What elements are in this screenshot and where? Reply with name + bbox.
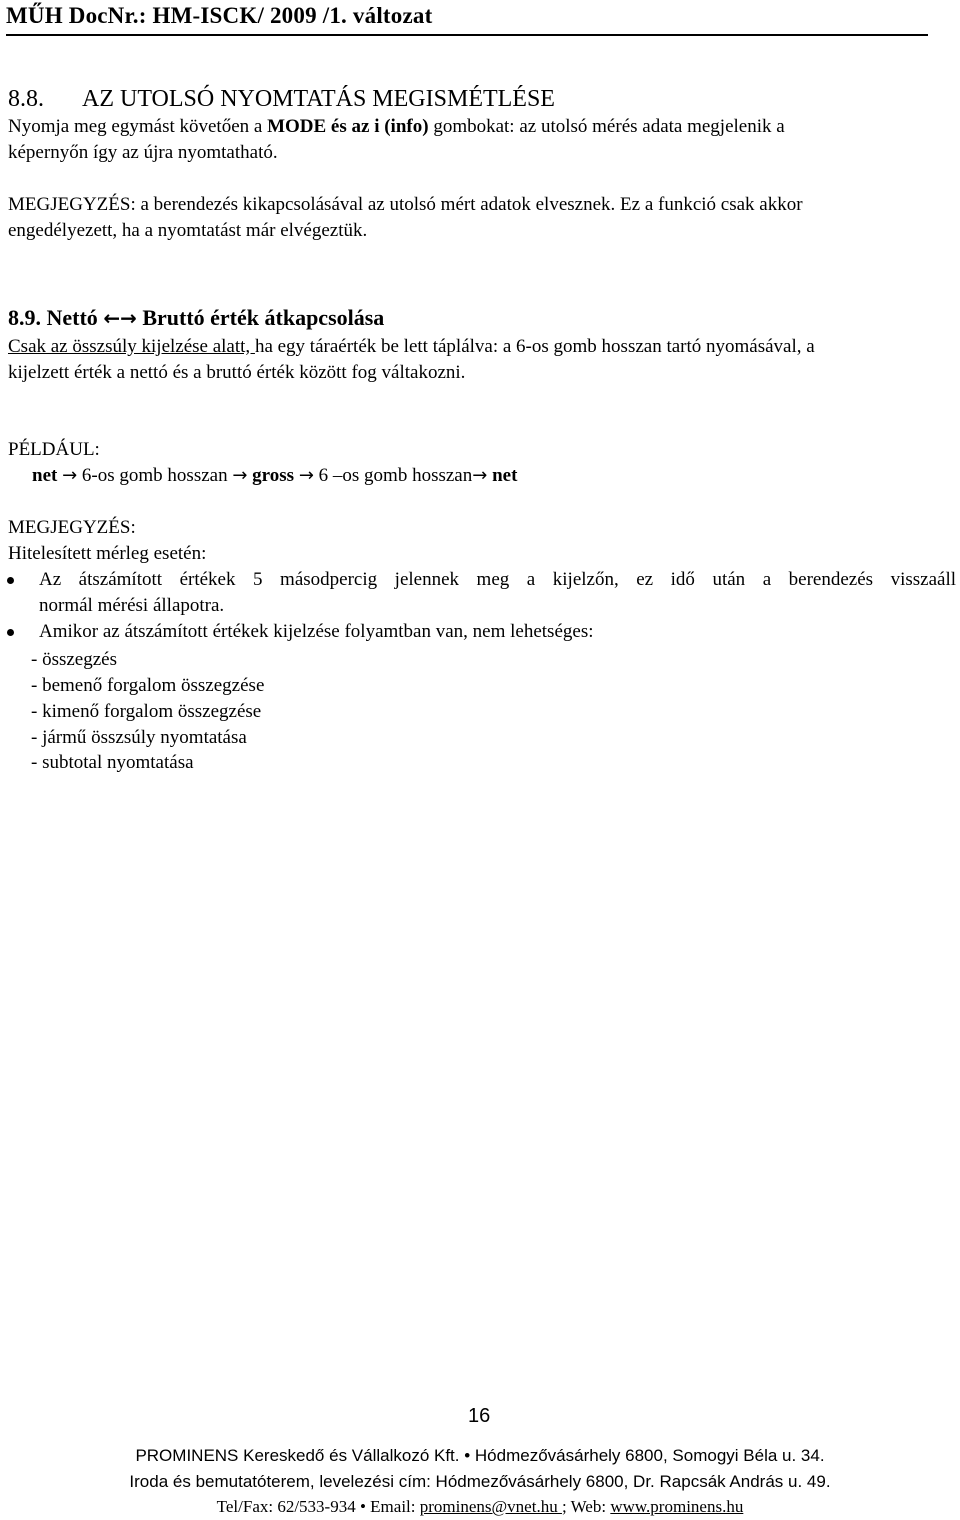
- right-arrow-icon: →: [298, 465, 314, 486]
- paragraph-line: kijelzett érték a nettó és a bruttó érték között fog váltakozni.: [8, 362, 466, 383]
- right-arrow-icon: →: [62, 465, 78, 486]
- page-number: 16: [468, 1405, 491, 1427]
- footer-office-line: Iroda és bemutatóterem, levelezési cím: Hódmezővásárhely 6800, Dr. Rapcsák András u. 49.: [129, 1472, 831, 1491]
- list-item: - összegzés: [31, 649, 117, 670]
- bullet-item-continuation: normál mérési állapotra.: [39, 595, 225, 616]
- section-8-9-heading: 8.9. Nettó ←→ Bruttó érték átkapcsolása: [8, 305, 385, 330]
- section-number: 8.9.: [8, 305, 41, 330]
- list-item: - kimenő forgalom összegzése: [31, 701, 262, 722]
- bidirectional-arrow-icon: ←→: [103, 306, 137, 330]
- example-label: PÉLDÁUL:: [8, 439, 100, 460]
- paragraph-line: engedélyezett, ha a nyomtatást már elvégeztük.: [8, 220, 368, 241]
- footer-contact-line: Tel/Fax: 62/533-934 • Email: prominens@vnet.hu ; Web: www.prominens.hu: [216, 1497, 744, 1516]
- paragraph-line: Csak az összsúly kijelzése alatt, ha egy táraérték be lett táplálva: a 6-os gomb hosszan tartó nyomásával, a: [8, 336, 815, 357]
- header-divider: [6, 34, 928, 36]
- bullet-item: Amikor az átszámított értékek kijelzése folyamtban van, nem lehetséges:: [39, 621, 594, 642]
- example-sequence: net → 6-os gomb hosszan → gross → 6 –os gomb hosszan→ net: [32, 465, 518, 486]
- email-link[interactable]: prominens@vnet.hu: [419, 1497, 562, 1516]
- bullet-item: Az átszámított értékek 5 másodpercig jelennek meg a kijelzőn, ez idő után a berendezés visszaáll: [39, 569, 956, 590]
- list-item: - bemenő forgalom összegzése: [31, 675, 265, 696]
- section-number: 8.8.: [8, 86, 44, 112]
- list-item: - jármű összsúly nyomtatása: [31, 727, 247, 748]
- right-arrow-icon: →: [472, 465, 488, 486]
- note-intro: Hitelesített mérleg esetén:: [8, 543, 207, 564]
- footer-company-line: PROMINENS Kereskedő és Vállalkozó Kft. • Hódmezővásárhely 6800, Somogyi Béla u. 34.: [135, 1446, 825, 1465]
- right-arrow-icon: →: [232, 465, 248, 486]
- bullet-icon: [7, 577, 14, 584]
- note-label: MEGJEGYZÉS:: [8, 517, 136, 538]
- note-label: MEGJEGYZÉS:: [8, 194, 136, 215]
- website-link[interactable]: www.prominens.hu: [610, 1497, 744, 1516]
- underlined-phrase: Csak az összsúly kijelzése alatt,: [8, 336, 255, 357]
- bullet-icon: [7, 629, 14, 636]
- list-item: - subtotal nyomtatása: [31, 752, 194, 773]
- section-8-8-heading: [8, 86, 555, 113]
- mode-info-buttons: MODE és az i (info): [267, 116, 429, 137]
- paragraph-line: Nyomja meg egymást követően a MODE és az i (info) gombokat: az utolsó mérés adata megjelenik a: [8, 116, 785, 137]
- note-paragraph: MEGJEGYZÉS: a berendezés kikapcsolásával az utolsó mért adatok elvesznek. Ez a funkció csak akkor: [8, 194, 803, 215]
- paragraph-line: képernyőn így az újra nyomtatható.: [8, 142, 278, 163]
- section-title: AZ UTOLSÓ NYOMTATÁS MEGISMÉTLÉSE: [82, 86, 555, 112]
- document-header-title: MŰH DocNr.: HM-ISCK/ 2009 /1. változat: [6, 3, 433, 28]
